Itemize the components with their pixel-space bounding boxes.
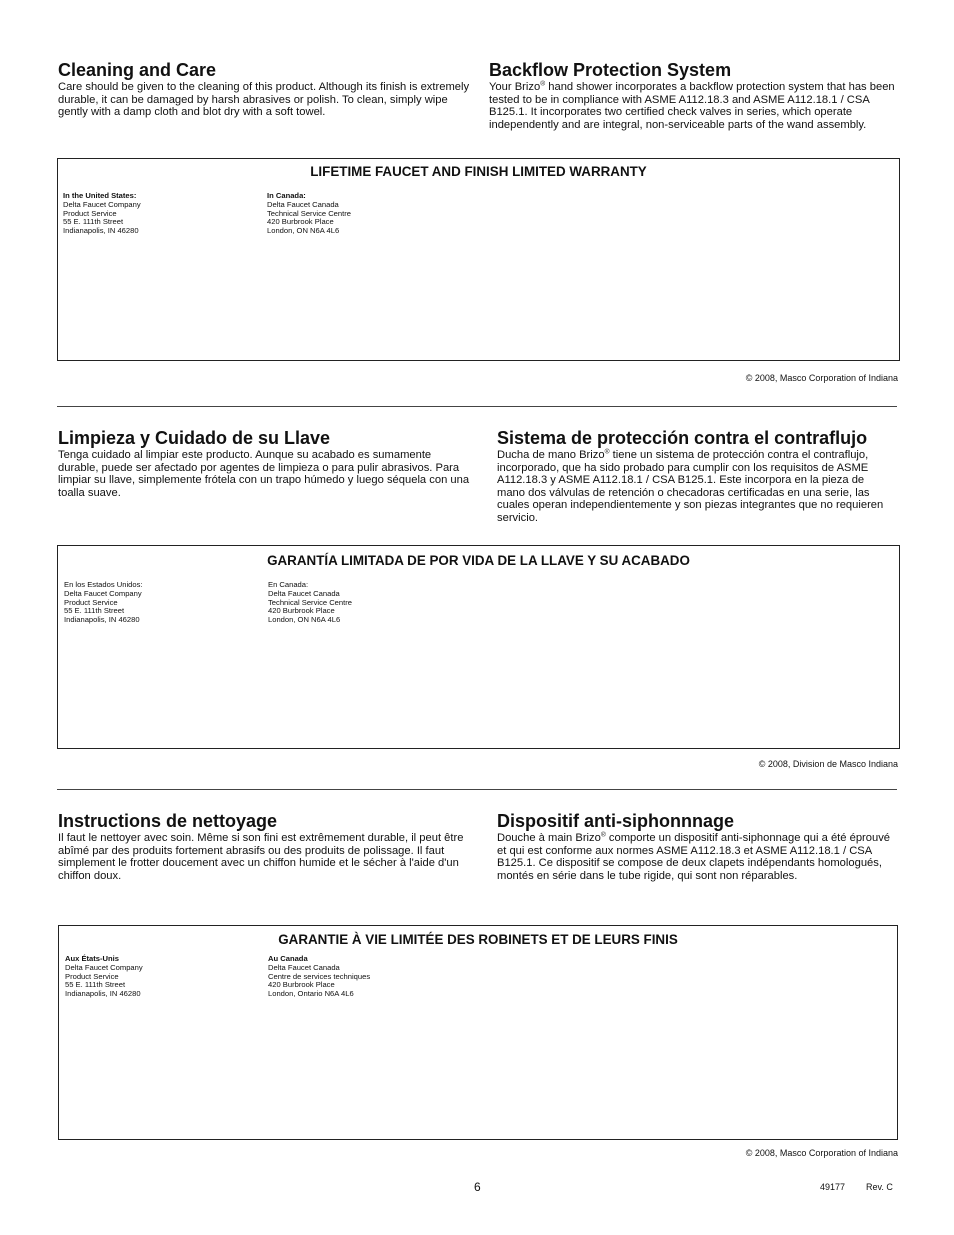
copyright-es: © 2008, Division de Masco Indiana [758,759,898,769]
backflow-title-es: Sistema de protección contra el contraflujo [497,428,868,448]
warranty-box-es [57,545,900,749]
cleaning-text-es: Tenga cuidado al limpiar este producto. Aunque su acabado es sumamente durable, puede ser afectado por agentes de limpieza o para pulir abrasivos. Para limpiar su llave, simplemente frótela con un trapo húmedo y luego séquela con una toalla suave. [58,449,470,499]
section-divider [57,406,897,407]
warranty-col-left-en [63,189,471,239]
ca-address-fr: Au Canada Delta Faucet Canada Centre de services techniques 420 Burbrook Place London, Ontario N6A 4L6 [268,954,371,999]
warranty-col-left-es [64,578,472,628]
us-address-es: En los Estados Unidos: Delta Faucet Company Product Service 55 E. 111th Street Indianapolis, IN 46280 [64,580,143,625]
warranty-title-fr: GARANTIE À VIE LIMITÉE DES ROBINETS ET DE LEURS FINIS [278,932,678,947]
page-number: 6 [474,1180,481,1194]
backflow-title-en: Backflow Protection System [489,60,732,80]
warranty-box-fr [58,925,898,1140]
cleaning-text-en: Care should be given to the cleaning of this product. Although its finish is extremely durable, it can be damaged by harsh abrasives or polish. To clean, simply wipe gently with a damp cloth and blot dry with a soft towel. [58,81,470,119]
us-address-en: In the United States: Delta Faucet Company Product Service 55 E. 111th Street Indianapolis, IN 46280 [63,191,141,236]
warranty-addresses-fr [65,955,471,999]
cleaning-title-es: Limpieza y Cuidado de su Llave [58,428,331,448]
backflow-title-fr: Dispositif anti-siphonnnage [497,811,734,831]
warranty-col-left-fr [65,952,471,1002]
cleaning-title-en: Cleaning and Care [58,60,217,80]
copyright-en: © 2008, Masco Corporation of Indiana [745,373,898,383]
backflow-text-en: Your Brizo® hand shower incorporates a backflow protection system that has been tested to be in compliance with ASME A112.18.3 and ASME A112.18.1 / CSA B125.1. It incorporates two certified check valves in series, which operate independently and are integral, non-serviceable parts of the wand assembly. [489,80,895,131]
backflow-text-fr: Douche à main Brizo® comporte un dispositif anti-siphonnage qui a été éprouvé et qui est conforme aux normes ASME A112.18.3 et ASME A112.18.1 / CSA B125.1. Ce dispositif se compose de deux clapets indépendants homologués, montés en série dans le tube rigide, qui sont non réparables. [497,831,891,882]
ca-address-en: In Canada: Delta Faucet Canada Technical Service Centre 420 Burbrook Place London, ON N6A 4L6 [267,191,351,236]
us-address-fr: Aux États-Unis Delta Faucet Company Product Service 55 E. 111th Street Indianapolis, IN 46280 [65,954,143,999]
warranty-title-es: GARANTÍA LIMITADA DE POR VIDA DE LA LLAVE Y SU ACABADO [267,553,690,568]
revision: Rev. C [866,1182,893,1192]
cleaning-text-fr: Il faut le nettoyer avec soin. Même si son fini est extrêmement durable, il peut être abîmé par des produits fortement abrasifs ou des produits de polissage. Il faut simplement le frotter doucement avec un chiffon humide et le sécher à l'aide d'un chiffon doux. [58,832,464,882]
warranty-addresses-es [64,581,472,625]
ca-address-es: En Canada: Delta Faucet Canada Technical Service Centre 420 Burbrook Place London, ON N6A 4L6 [268,580,352,625]
section-divider [57,789,897,790]
doc-number: 49177 [820,1182,846,1192]
backflow-text-es: Ducha de mano Brizo® tiene un sistema de protección contra el contraflujo, incorporado, que ha sido probado para cumplir con los requisitos de ASME A112.18.3 y ASME A112.18.1 / CSA B125.1. Este incorpora en la pieza de mano dos válvulas de retención o checadoras certificadas en una serie, las cuales operan independientemente y son piezas integrantes que no requieren servicio. [497,448,884,524]
cleaning-title-fr: Instructions de nettoyage [58,811,278,831]
copyright-fr: © 2008, Masco Corporation of Indiana [745,1148,898,1158]
warranty-title-en: LIFETIME FAUCET AND FINISH LIMITED WARRANTY [310,164,647,179]
warranty-addresses-en [63,192,471,236]
warranty-box-en [57,158,900,361]
